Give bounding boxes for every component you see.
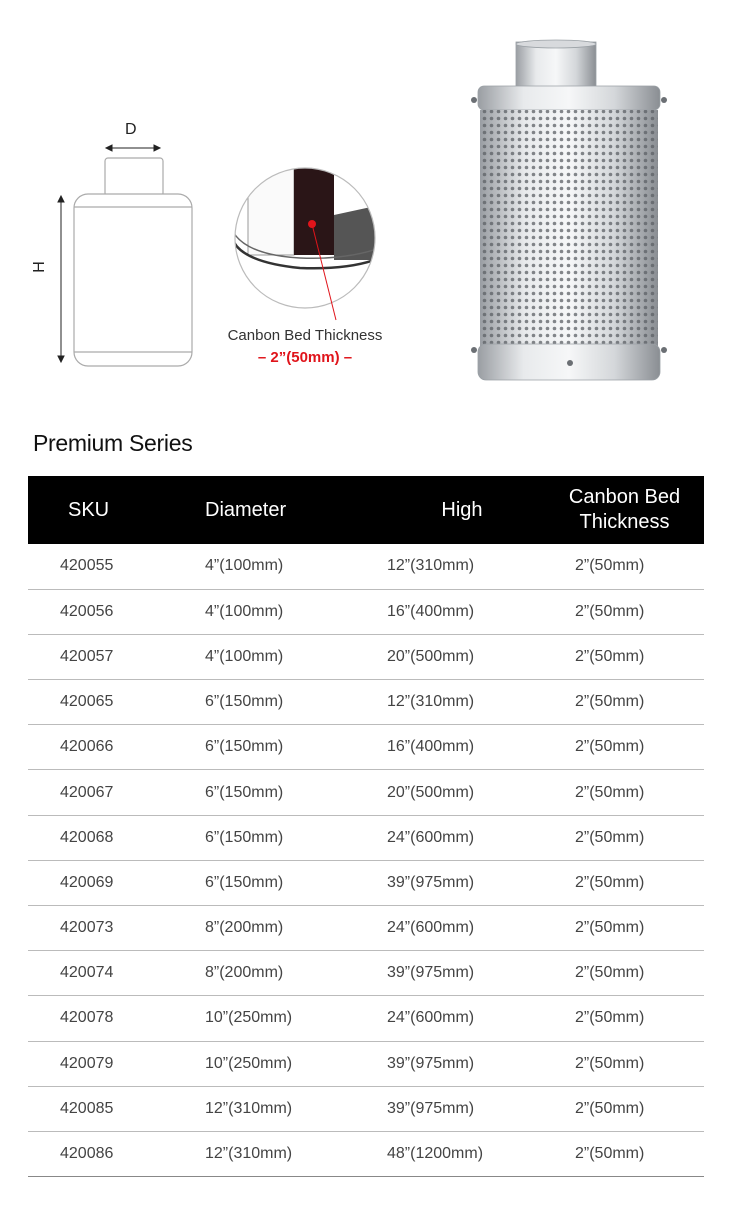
cell-high: 39”(975mm)	[363, 860, 545, 905]
cell-carbon-bed-thickness: 2”(50mm)	[545, 815, 704, 860]
cell-diameter: 6”(150mm)	[183, 860, 363, 905]
cell-carbon-bed-thickness: 2”(50mm)	[545, 544, 704, 589]
cell-sku: 420065	[28, 680, 183, 725]
table-row	[28, 815, 704, 860]
series-title: Premium Series	[33, 430, 193, 456]
table-row	[28, 906, 704, 951]
cell-diameter: 8”(200mm)	[183, 906, 363, 951]
cell-sku: 420056	[28, 589, 183, 634]
cell-diameter: 4”(100mm)	[183, 634, 363, 679]
diameter-arrow	[106, 145, 160, 151]
height-label: H	[30, 261, 48, 273]
cell-sku: 420069	[28, 860, 183, 905]
cell-high: 39”(975mm)	[363, 951, 545, 996]
cell-sku: 420078	[28, 996, 183, 1041]
cell-carbon-bed-thickness: 2”(50mm)	[545, 860, 704, 905]
cell-high: 16”(400mm)	[363, 725, 545, 770]
cell-high: 20”(500mm)	[363, 770, 545, 815]
cell-sku: 420085	[28, 1086, 183, 1131]
cell-carbon-bed-thickness: 2”(50mm)	[545, 725, 704, 770]
cell-diameter: 6”(150mm)	[183, 770, 363, 815]
table-row	[28, 634, 704, 679]
cell-sku: 420066	[28, 725, 183, 770]
height-arrow	[58, 196, 64, 362]
cell-carbon-bed-thickness: 2”(50mm)	[545, 996, 704, 1041]
header-high: High	[363, 476, 545, 544]
cell-high: 12”(310mm)	[363, 680, 545, 725]
cell-high: 39”(975mm)	[363, 1086, 545, 1131]
cell-high: 39”(975mm)	[363, 1041, 545, 1086]
table-row	[28, 1131, 704, 1176]
table-row	[28, 996, 704, 1041]
cell-carbon-bed-thickness: 2”(50mm)	[545, 1086, 704, 1131]
cell-diameter: 12”(310mm)	[183, 1086, 363, 1131]
table-row	[28, 1041, 704, 1086]
table-row	[28, 951, 704, 996]
carbon-bed-caption: Canbon Bed Thickness	[227, 327, 383, 344]
cell-sku: 420074	[28, 951, 183, 996]
cell-diameter: 10”(250mm)	[183, 996, 363, 1041]
cell-carbon-bed-thickness: 2”(50mm)	[545, 1131, 704, 1176]
table-row	[28, 544, 704, 589]
cell-sku: 420073	[28, 906, 183, 951]
cell-sku: 420067	[28, 770, 183, 815]
cell-high: 20”(500mm)	[363, 634, 545, 679]
header-carbon-bed-thickness: Canbon Bed Thickness	[545, 476, 704, 544]
cell-diameter: 4”(100mm)	[183, 589, 363, 634]
cell-carbon-bed-thickness: 2”(50mm)	[545, 951, 704, 996]
table-row	[28, 860, 704, 905]
table-row	[28, 1086, 704, 1131]
cell-high: 12”(310mm)	[363, 544, 545, 589]
cell-carbon-bed-thickness: 2”(50mm)	[545, 1041, 704, 1086]
cell-high: 16”(400mm)	[363, 589, 545, 634]
cell-carbon-bed-thickness: 2”(50mm)	[545, 680, 704, 725]
carbon-filter-product-image	[460, 38, 670, 384]
cell-high: 48”(1200mm)	[363, 1131, 545, 1176]
cell-sku: 420055	[28, 544, 183, 589]
cell-sku: 420057	[28, 634, 183, 679]
spec-table	[28, 476, 704, 1177]
carbon-bed-closeup-icon	[230, 165, 380, 315]
cell-high: 24”(600mm)	[363, 815, 545, 860]
diameter-label: D	[125, 121, 137, 138]
cell-carbon-bed-thickness: 2”(50mm)	[545, 634, 704, 679]
cell-diameter: 4”(100mm)	[183, 544, 363, 589]
cell-sku: 420079	[28, 1041, 183, 1086]
table-header-row	[28, 476, 704, 544]
table-row	[28, 770, 704, 815]
cell-diameter: 6”(150mm)	[183, 725, 363, 770]
cell-diameter: 8”(200mm)	[183, 951, 363, 996]
cell-diameter: 6”(150mm)	[183, 815, 363, 860]
cell-diameter: 12”(310mm)	[183, 1131, 363, 1176]
cell-diameter: 6”(150mm)	[183, 680, 363, 725]
cell-carbon-bed-thickness: 2”(50mm)	[545, 770, 704, 815]
cell-sku: 420068	[28, 815, 183, 860]
cell-sku: 420086	[28, 1131, 183, 1176]
cell-high: 24”(600mm)	[363, 996, 545, 1041]
table-row	[28, 725, 704, 770]
cell-carbon-bed-thickness: 2”(50mm)	[545, 906, 704, 951]
cell-diameter: 10”(250mm)	[183, 1041, 363, 1086]
header-sku: SKU	[28, 476, 183, 544]
header-diameter: Diameter	[183, 476, 363, 544]
table-row	[28, 589, 704, 634]
product-diagram	[0, 0, 750, 420]
filter-outline-icon	[74, 158, 192, 366]
cell-carbon-bed-thickness: 2”(50mm)	[545, 589, 704, 634]
table-row	[28, 680, 704, 725]
carbon-bed-value: – 2”(50mm) –	[257, 349, 353, 366]
cell-high: 24”(600mm)	[363, 906, 545, 951]
